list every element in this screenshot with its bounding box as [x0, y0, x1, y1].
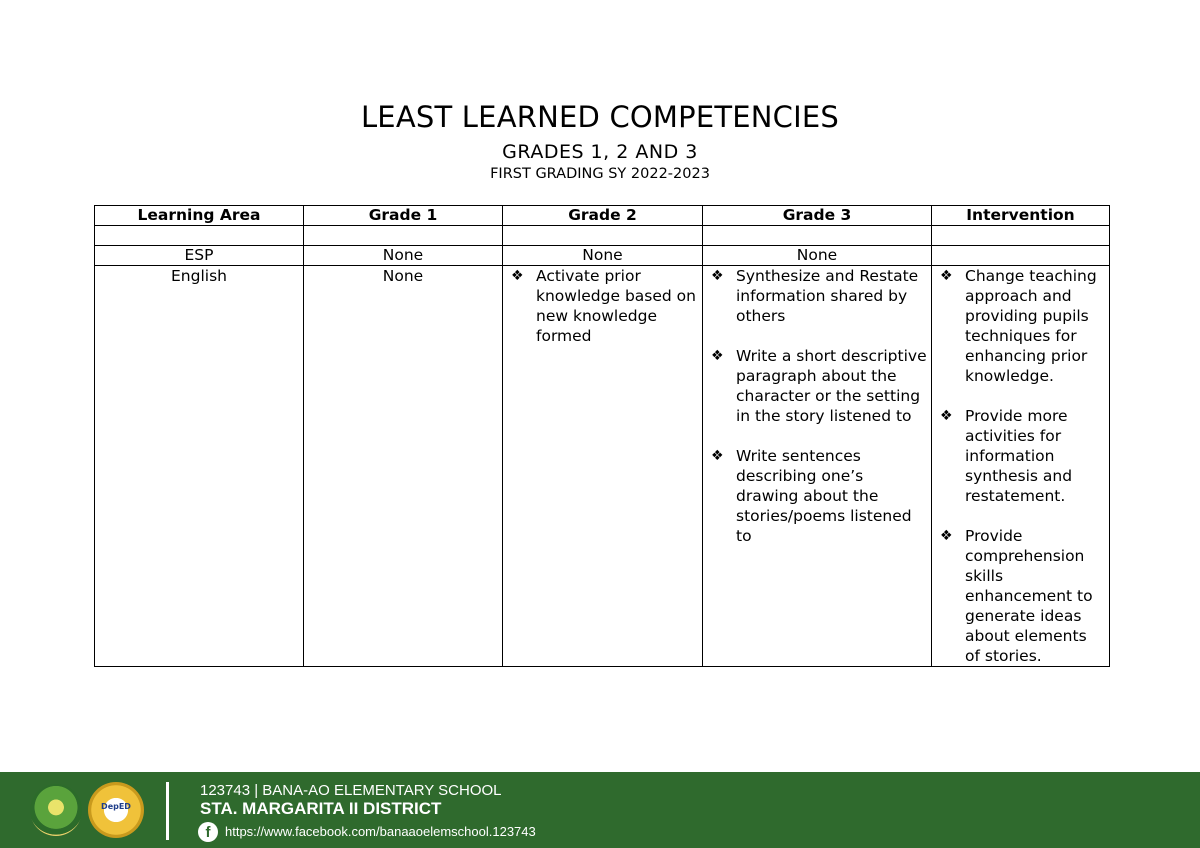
- diamond-bullet-icon: ❖: [940, 408, 953, 424]
- bullet-text: Change teaching approach and providing pupils techniques for enhancing prior knowledge.: [965, 267, 1097, 385]
- bullet-text: Synthesize and Restate information shared by others: [736, 267, 919, 325]
- diamond-bullet-icon: ❖: [711, 448, 724, 464]
- bullet-item: [940, 526, 1105, 666]
- bullet-text: Provide comprehension skills enhancement to generate ideas about elements of stories.: [965, 527, 1093, 665]
- school-seal-logo: [30, 784, 82, 836]
- table-cell: [932, 226, 1110, 246]
- bullet-item: [940, 406, 1105, 506]
- page-title: LEAST LEARNED COMPETENCIES: [360, 100, 840, 134]
- diamond-bullet-icon: ❖: [940, 268, 953, 284]
- learning-area-cell: English: [95, 266, 304, 667]
- bullet-text: Write a short descriptive paragraph about the character or the setting in the story listened to: [736, 347, 927, 425]
- header-learning-area: Learning Area: [95, 206, 304, 226]
- grade-1-cell: None: [304, 246, 503, 266]
- deped-logo-text: DepED: [101, 802, 131, 811]
- bullet-text: Provide more activities for information synthesis and restatement.: [965, 407, 1073, 505]
- footer-banner: [0, 772, 1200, 848]
- bullet-text: Write sentences describing one’s drawing about the stories/poems listened to: [736, 447, 912, 545]
- diamond-bullet-icon: ❖: [711, 348, 724, 364]
- table-cell: [703, 226, 932, 246]
- diamond-bullet-icon: ❖: [711, 268, 724, 284]
- intervention-cell: [932, 266, 1110, 667]
- page-subtitle: GRADES 1, 2 AND 3: [502, 141, 698, 163]
- table-cell: [304, 226, 503, 246]
- grading-period: FIRST GRADING SY 2022-2023: [490, 166, 710, 182]
- table-header-row: [95, 206, 1110, 226]
- header-grade-1: Grade 1: [304, 206, 503, 226]
- grade-1-cell: None: [304, 266, 503, 667]
- school-id-name: 123743 | BANA-AO ELEMENTARY SCHOOL: [200, 782, 502, 799]
- competencies-table: [94, 205, 1110, 667]
- learning-area-cell: ESP: [95, 246, 304, 266]
- diamond-bullet-icon: ❖: [940, 528, 953, 544]
- footer-divider: [166, 782, 169, 840]
- grade-2-cell: [503, 266, 703, 667]
- table-row-esp: [95, 246, 1110, 266]
- bullet-item: [711, 266, 927, 326]
- grade-3-bullet-list: [703, 266, 931, 546]
- intervention-cell: [932, 246, 1110, 266]
- facebook-icon[interactable]: f: [198, 822, 218, 842]
- bullet-item: [511, 266, 698, 346]
- header-grade-3: Grade 3: [703, 206, 932, 226]
- grade-2-cell: None: [503, 246, 703, 266]
- bullet-item: [940, 266, 1105, 386]
- bullet-item: [711, 446, 927, 546]
- grade-2-bullet-list: [503, 266, 702, 346]
- grade-3-cell: [703, 266, 932, 667]
- table-row-english: [95, 266, 1110, 667]
- facebook-link[interactable]: https://www.facebook.com/banaaoelemschool.123743: [225, 824, 536, 839]
- header-intervention: Intervention: [932, 206, 1110, 226]
- table-cell: [503, 226, 703, 246]
- diamond-bullet-icon: ❖: [511, 268, 524, 284]
- district-name: STA. MARGARITA II DISTRICT: [200, 799, 442, 818]
- intervention-bullet-list: [932, 266, 1109, 666]
- table-cell: [95, 226, 304, 246]
- blank-row: [95, 226, 1110, 246]
- bullet-item: [711, 346, 927, 426]
- header-grade-2: Grade 2: [503, 206, 703, 226]
- bullet-text: Activate prior knowledge based on new knowledge formed: [536, 267, 696, 345]
- grade-3-cell: None: [703, 246, 932, 266]
